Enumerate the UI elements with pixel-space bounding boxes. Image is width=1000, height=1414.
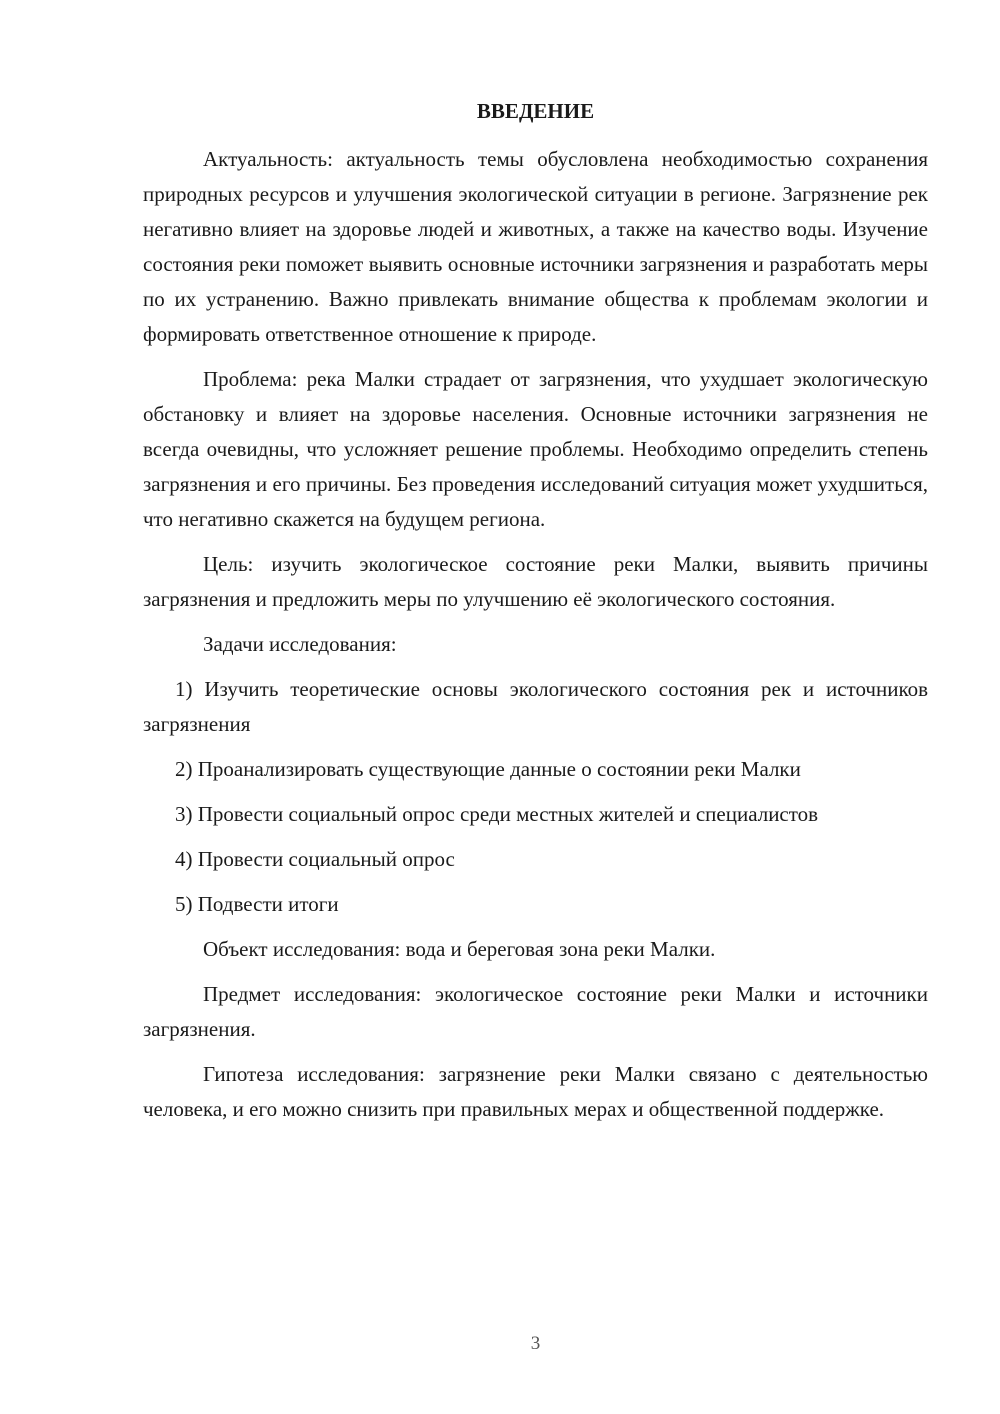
object-paragraph: Объект исследования: вода и береговая зона реки Малки. [203, 937, 716, 961]
document-page [143, 0, 928, 1414]
relevance-paragraph: Актуальность: актуальность темы обусловлена необходимостью сохранения природных ресурсов и улучшения экологической ситуации в регионе. Загрязнение рек негативно влияет на здоровье людей и животных, а также на качество воды. Изучение состояния реки поможет выявить основные источники загрязнения и разработать меры по их устранению. Важно привлекать внимание общества к проблемам экологии и формировать ответственное отношение к природе. [143, 147, 928, 346]
hypothesis-paragraph: Гипотеза исследования: загрязнение реки Малки связано с деятельностью человека, и его можно снизить при правильных мерах и общественной поддержке. [143, 1062, 928, 1121]
tasks-list [143, 672, 928, 922]
problem-paragraph: Проблема: река Малки страдает от загрязнения, что ухудшает экологическую обстановку и влияет на здоровье населения. Основные источники загрязнения не всегда очевидны, что усложняет решение проблемы. Необходимо определить степень загрязнения и его причины. Без проведения исследований ситуация может ухудшиться, что негативно скажется на будущем региона. [143, 367, 928, 531]
subject-paragraph: Предмет исследования: экологическое состояние реки Малки и источники загрязнения. [143, 982, 928, 1041]
list-item: 5) Подвести итоги [175, 892, 339, 916]
page-number: 3 [530, 1333, 541, 1354]
list-item: 1) Изучить теоретические основы экологического состояния рек и источников загрязнения [143, 677, 928, 736]
list-item: 4) Провести социальный опрос [175, 847, 455, 871]
goal-paragraph: Цель: изучить экологическое состояние реки Малки, выявить причины загрязнения и предложить меры по улучшению её экологического состояния. [143, 552, 928, 611]
document-body [143, 142, 928, 1137]
tasks-intro: Задачи исследования: [203, 632, 397, 656]
list-item: 2) Проанализировать существующие данные о состоянии реки Малки [175, 757, 801, 781]
list-item: 3) Провести социальный опрос среди местных жителей и специалистов [175, 802, 819, 826]
page-title: ВВЕДЕНИЕ [476, 99, 595, 123]
